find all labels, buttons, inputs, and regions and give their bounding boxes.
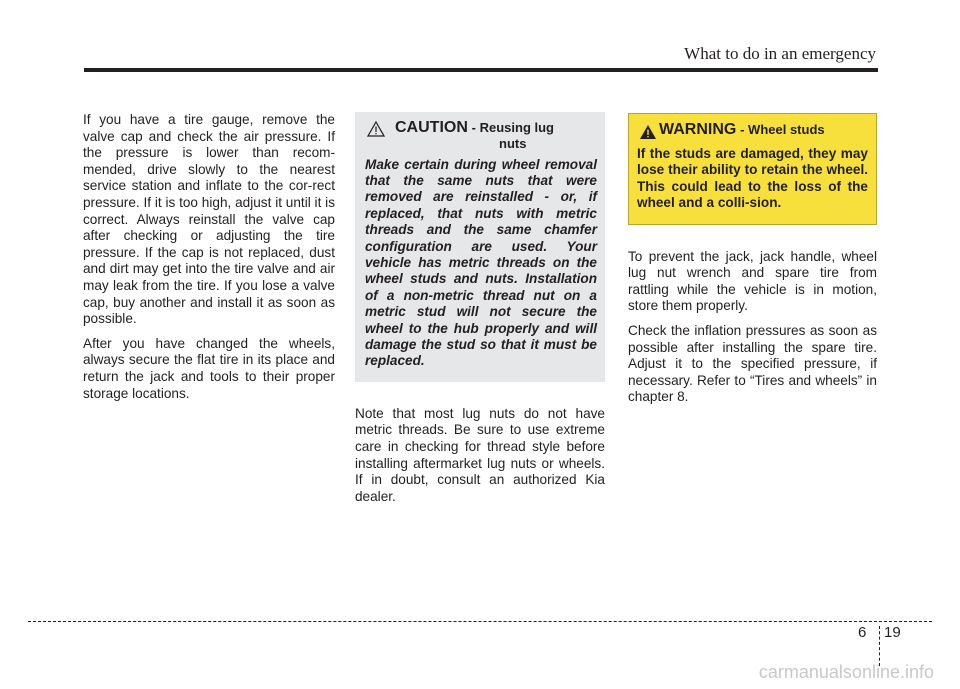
column-2: [355, 112, 605, 513]
column-3: [628, 112, 877, 414]
chapter-number: 6: [858, 624, 867, 641]
caution-subtitle: - Reusing lug: [471, 120, 555, 135]
paragraph-tire-gauge: If you have a tire gauge, remove the valve cap and check the air pressure. If the pressure is lower than recom-mended, drive slowly to the nearest service station and inflate to the cor-rect pressure. If it is too high, adjust it until it is correct. Always reinstall the valve cap after checking or adjusting the tire pressure. If the cap is not replaced, dust and dirt may get into the tire valve and air may leak from the tire. If you lose a valve cap, buy another and install it as soon as possible.: [83, 112, 335, 327]
warning-subtitle: - Wheel studs: [740, 122, 825, 137]
warning-box: [628, 113, 877, 225]
paragraph-inflation-pressures: Check the inflation pressures as soon as possible after installing the spare tire. Adjust it to the specified pressure, if necessary. Refer to “Tires and wheels” in chapter 8.: [628, 323, 877, 405]
paragraph-lug-nuts-note: Note that most lug nuts do not have metric threads. Be sure to use extreme care in checking for thread style before installing aftermarket lug nuts or wheels. If in doubt, consult an authorized Kia dealer.: [355, 405, 605, 504]
page-header-title: What to do in an emergency: [684, 44, 876, 63]
warning-title: WARNING: [659, 121, 737, 138]
warning-triangle-icon: [639, 124, 657, 145]
paragraph-store-jack: To prevent the jack, jack handle, wheel lug nut wrench and spare tire from rattling while the vehicle is in motion, store them properly.: [628, 248, 877, 314]
warning-header: [637, 122, 868, 142]
paragraph-after-changing: After you have changed the wheels, always secure the flat tire in its place and return the jack and tools to their proper storage locations.: [83, 335, 335, 401]
warning-body: If the studs are damaged, they may lose their ability to retain the wheel. This could lead to the loss of the wheel and a colli-sion.: [637, 146, 868, 211]
caution-header: [365, 120, 597, 151]
footer-divider: [879, 626, 880, 666]
header-rule: [84, 68, 878, 72]
footer-rule: [28, 621, 932, 622]
column-1: [83, 112, 335, 410]
caution-title: CAUTION: [395, 119, 468, 136]
caution-subtitle-continued: nuts: [499, 135, 527, 151]
page-number: 19: [884, 624, 901, 641]
watermark: carmanualsonline.info: [758, 662, 934, 682]
caution-body: Make certain during wheel removal that the same nuts that were removed are reinstalled - or, if replaced, that nuts with metric threads and the same chamfer configuration are used. Your vehicle has metric threads on the wheel studs and nuts. Installation of a non-metric thread nut on a metric stud will not secure the wheel to the hub properly and will damage the stud so that it must be replaced.: [365, 156, 597, 369]
caution-triangle-icon: [367, 121, 385, 142]
caution-box: [355, 112, 605, 382]
